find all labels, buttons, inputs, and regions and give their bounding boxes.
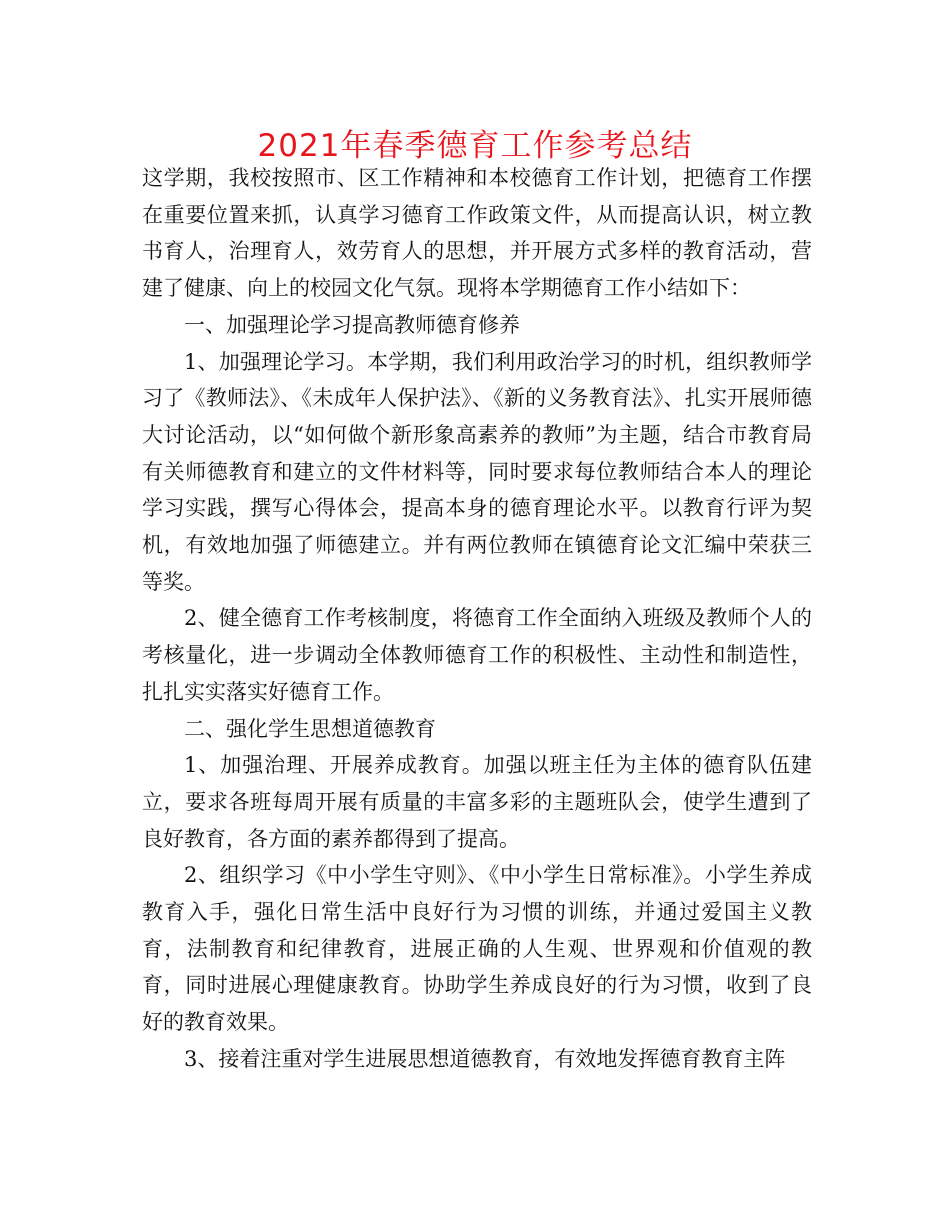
paragraph-2-1: 1、加强治理、开展养成教育。加强以班主任为主体的德育队伍建立，要求各班每周开展有质量的丰富多彩的主题班队会，使学生遭到了良好教育，各方面的素养都得到了提高。 (142, 753, 812, 851)
document-title: 2021年春季德育工作参考总结 (257, 128, 693, 164)
section-heading-2: 二、强化学生思想道德教育 (184, 716, 436, 741)
document-body (142, 160, 812, 1078)
paragraph-2-2: 2、组织学习《中小学生守则》、《中小学生日常标准》。小学生养成教育入手，强化日常生活中良好行为习惯的训练，并通过爱国主义教育，法制教育和纪律教育，进展正确的人生观、世界观和价值观的教育，同时进展心理健康教育。协助学生养成良好的行为习惯，收到了良好的教育效果。 (142, 863, 812, 1035)
paragraph-1-1: 1、加强理论学习。本学期，我们利用政治学习的时机，组织教师学习了《教师法》、《未成年人保护法》、《新的义务教育法》、扎实开展师德大讨论活动，以“如何做个新形象高素养的教师”为主题，结合市教育局有关师德教育和建立的文件材料等，同时要求每位教师结合本人的理论学习实践，撰写心得体会，提高本身的德育理论水平。以教育行评为契机，有效地加强了师德建立。并有两位教师在镇德育论文汇编中荣获三等奖。 (142, 349, 812, 594)
section-heading-1: 一、加强理论学习提高教师德育修养 (184, 312, 520, 337)
paragraph-1-2: 2、健全德育工作考核制度，将德育工作全面纳入班级及教师个人的考核量化，进一步调动全体教师德育工作的积极性、主动性和制造性，扎扎实实落实好德育工作。 (142, 606, 812, 704)
paragraph-intro: 这学期，我校按照市、区工作精神和本校德育工作计划，把德育工作摆在重要位置来抓，认真学习德育工作政策文件，从而提高认识，树立教书育人，治理育人，效劳育人的思想，并开展方式多样的教育活动，营建了健康、向上的校园文化气氛。现将本学期德育工作小结如下： (142, 166, 812, 301)
paragraph-2-3: 3、接着注重对学生进展思想道德教育，有效地发挥德育教育主阵 (184, 1046, 786, 1071)
